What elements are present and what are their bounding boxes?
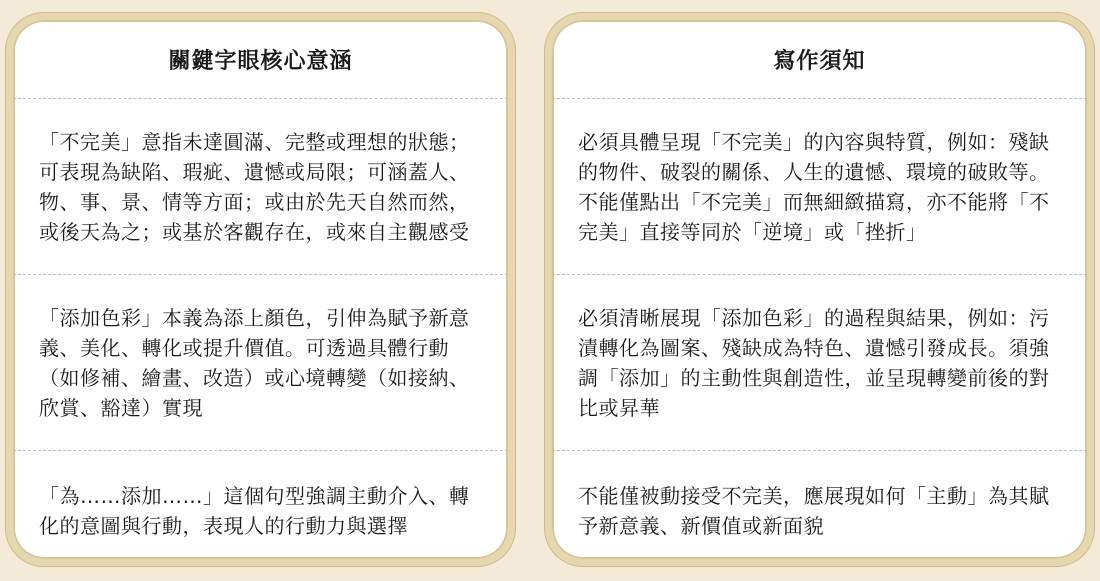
table-row bbox=[13, 274, 508, 450]
table-row bbox=[552, 274, 1087, 450]
row-text: 「添加色彩」本義為添上顏色，引伸為賦予新意義、美化、轉化或提升價值。可透過具體行動（如修補、繪畫、改造）或心境轉變（如接納、欣賞、豁達）實現 bbox=[39, 305, 470, 420]
table-row bbox=[13, 98, 508, 274]
keyword-meaning-panel bbox=[6, 13, 515, 566]
row-text: 「為……添加……」這個句型強調主動介入、轉化的意圖與行動，表現人的行動力與選擇 bbox=[39, 483, 470, 538]
table-row bbox=[552, 450, 1087, 566]
panel-title: 關鍵字眼核心意涵 bbox=[168, 47, 353, 74]
row-text: 必須具體呈現「不完美」的內容與特質，例如：殘缺的物件、破裂的關係、人生的遺憾、環境的破敗等。不能僅點出「不完美」而無細緻描寫，亦不能將「不完美」直接等同於「逆境」或「挫折」 bbox=[578, 129, 1050, 244]
table-row bbox=[13, 450, 508, 566]
row-text: 必須清晰展現「添加色彩」的過程與結果，例如：污漬轉化為圖案、殘缺成為特色、遺憾引發成長。須強調「添加」的主動性與創造性，並呈現轉變前後的對比或昇華 bbox=[578, 305, 1050, 420]
writing-notes-panel bbox=[545, 13, 1094, 566]
row-text: 「不完美」意指未達圓滿、完整或理想的狀態；可表現為缺陷、瑕疵、遺憾或局限；可涵蓋人、物、事、景、情等方面；或由於先天自然而然，或後天為之；或基於客觀存在，或來自主觀感受 bbox=[39, 129, 470, 244]
table-row bbox=[552, 98, 1087, 274]
panel-title: 寫作須知 bbox=[773, 47, 866, 74]
row-text: 不能僅被動接受不完美，應展現如何「主動」為其賦予新意義、新價值或新面貌 bbox=[578, 483, 1050, 538]
